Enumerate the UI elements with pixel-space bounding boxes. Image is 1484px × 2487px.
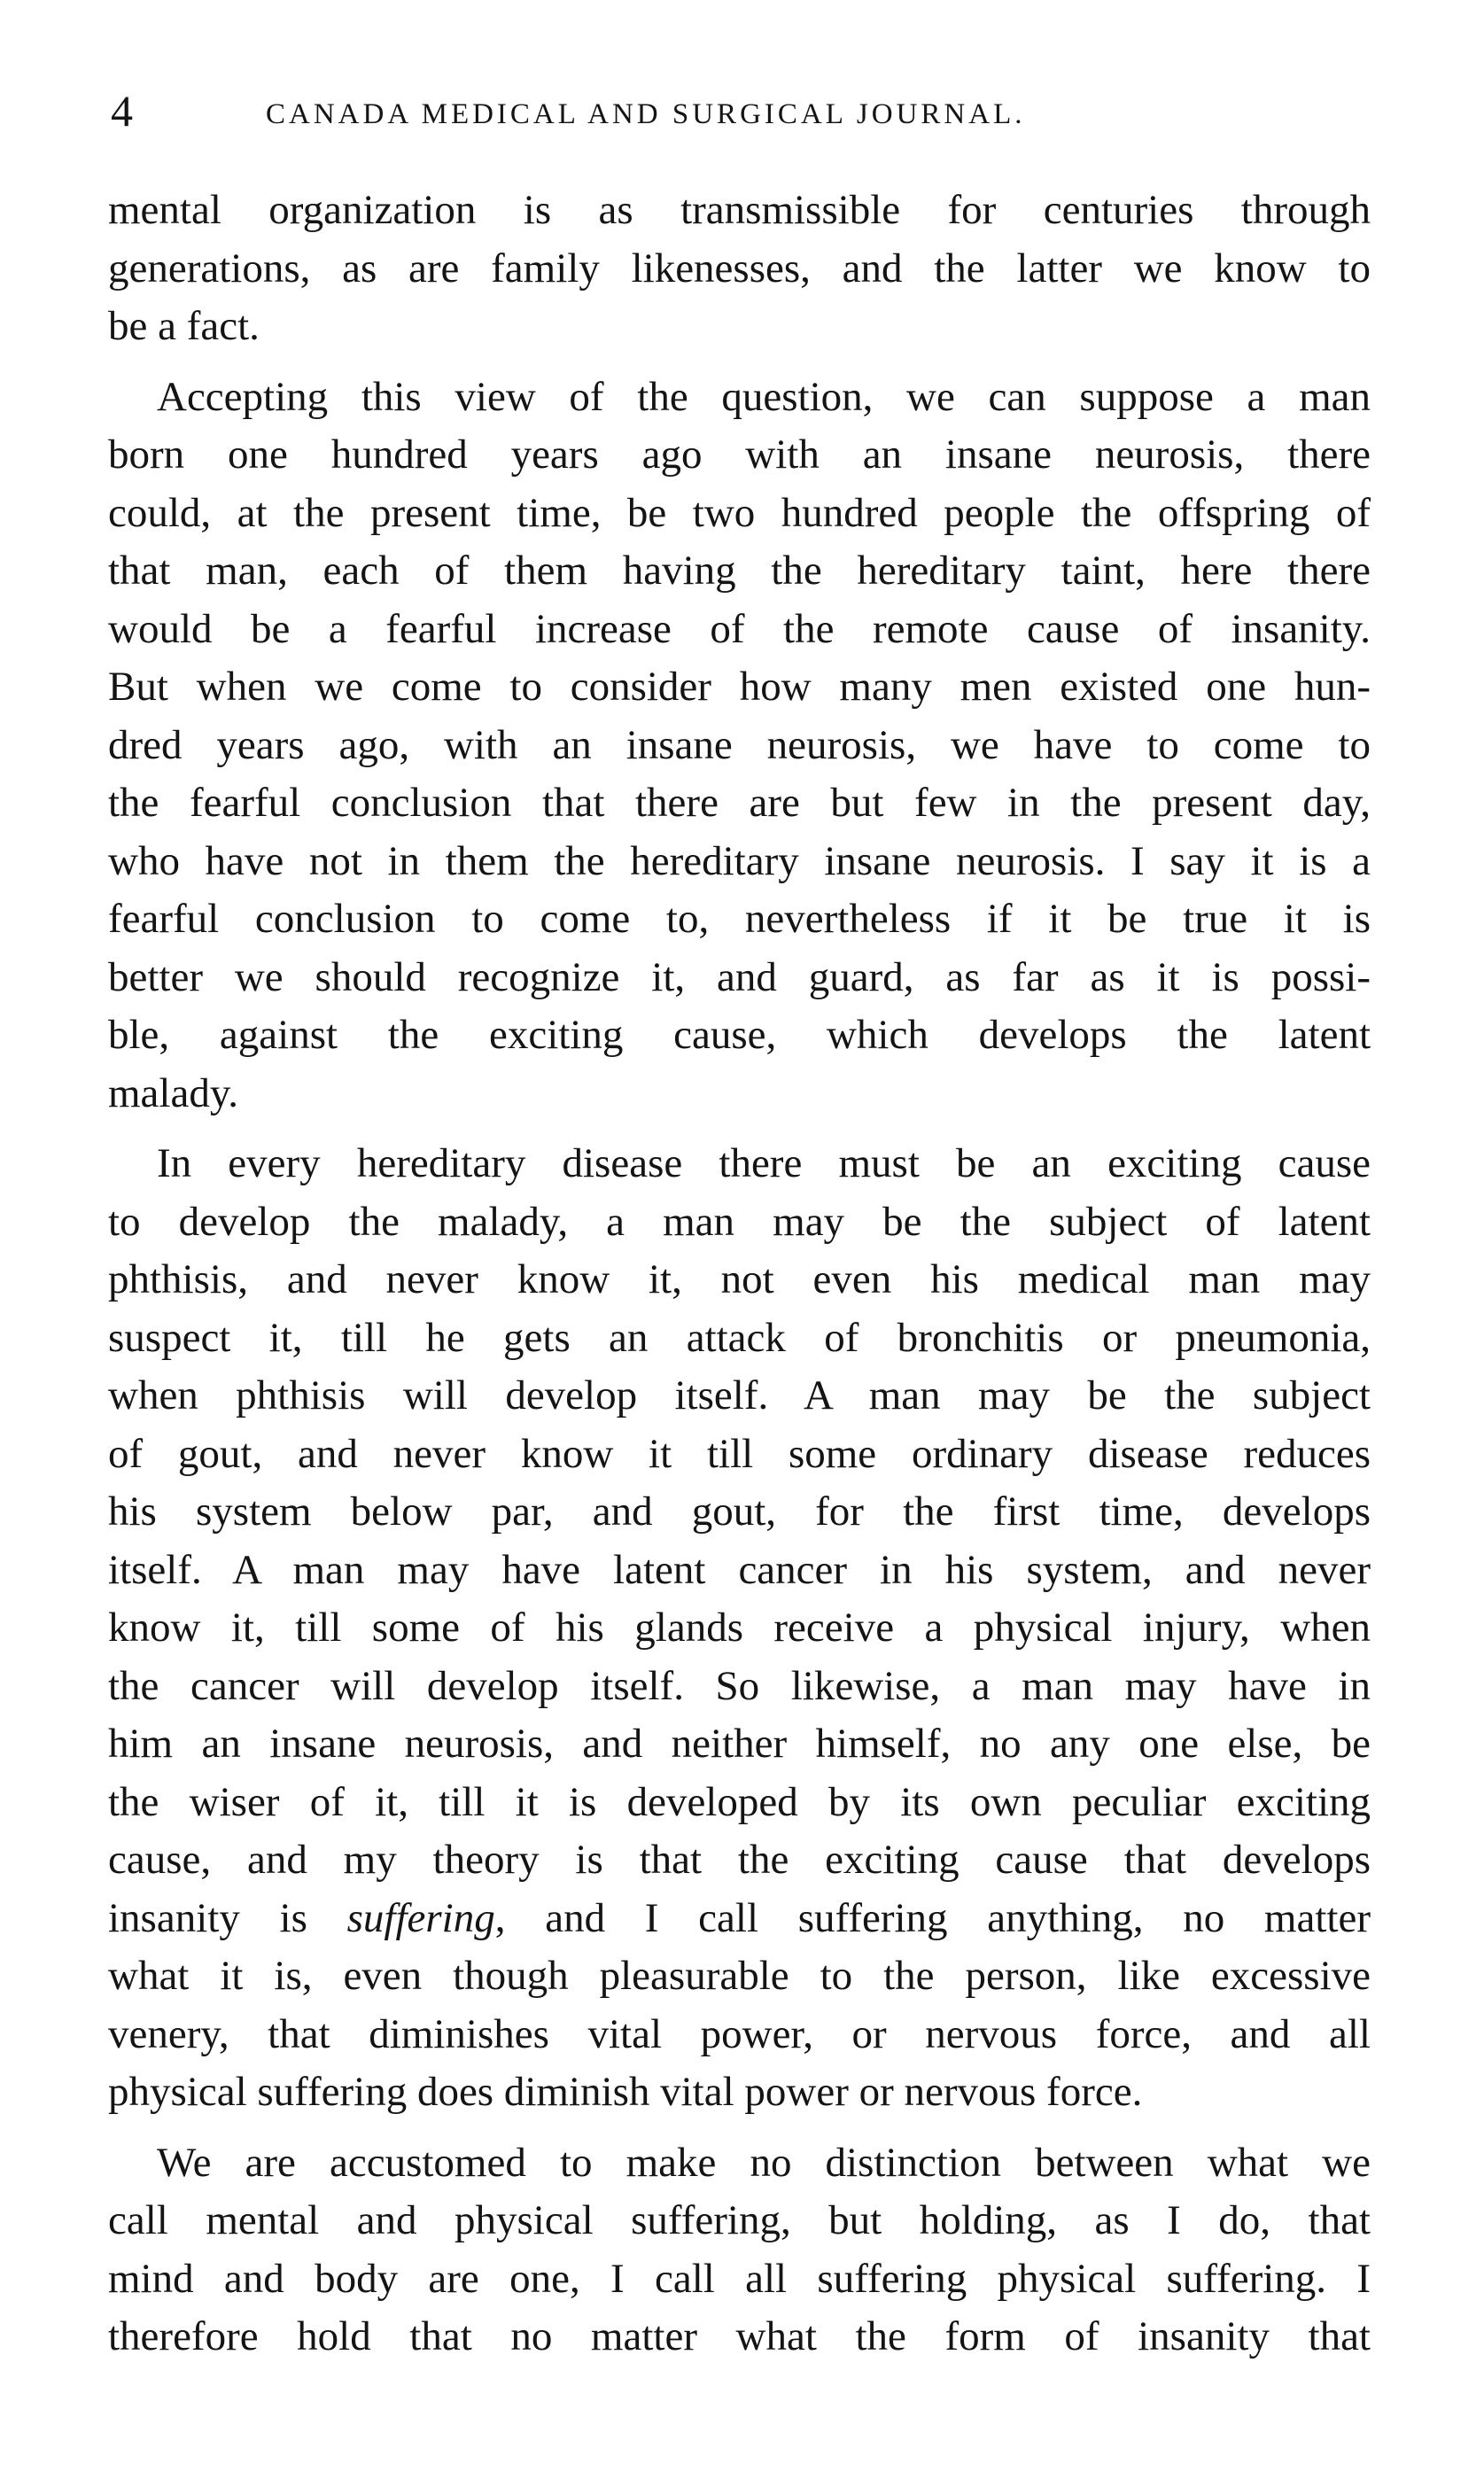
text-line: could, at the present time, be two hundred people the offspring of — [108, 489, 1371, 536]
text-line: itself. A man may have latent cancer in his system, and never — [108, 1546, 1371, 1593]
text-line: his system below par, and gout, for the first time, develops — [108, 1488, 1371, 1535]
text-line: venery, that diminishes vital power, or nervous force, and all — [108, 2010, 1371, 2057]
text-line: him an insane neurosis, and neither himself, no any one else, be — [108, 1721, 1371, 1767]
journal-title: CANADA MEDICAL AND SURGICAL JOURNAL. — [266, 98, 1026, 130]
text-line-with-italic: insanity is suffering, and I call suffering anything, no matter — [108, 1894, 1371, 1941]
text-line: generations, as are family likenesses, and the latter we know to — [108, 245, 1371, 291]
text-line: suspect it, till he gets an attack of bronchitis or pneumonia, — [108, 1314, 1371, 1361]
text-line: be a fact. — [108, 303, 260, 349]
text-line: that man, each of them having the hereditary taint, here there — [108, 548, 1371, 594]
text-line: mental organization is as transmissible for centuries through — [108, 187, 1371, 233]
article-body — [108, 182, 1371, 2367]
text-line: dred years ago, with an insane neurosis, we have to come to — [108, 721, 1371, 768]
text-line: what it is, even though pleasurable to the person, like excessive — [108, 1953, 1371, 1999]
text-line: would be a fearful increase of the remote cause of insanity. — [108, 605, 1371, 652]
text-line: therefore hold that no matter what the form of insanity that — [108, 2313, 1371, 2359]
paragraph-distinction — [108, 2134, 1371, 2367]
text-line: Accepting this view of the question, we can suppose a man — [157, 373, 1371, 420]
text-line: mind and body are one, I call all suffering physical suffering. I — [108, 2255, 1371, 2302]
text-line: of gout, and never know it till some ordinary disease reduces — [108, 1430, 1371, 1477]
text-line: phthisis, and never know it, not even his medical man may — [108, 1256, 1371, 1302]
paragraph-hereditary-disease — [108, 1135, 1371, 2122]
text-line: physical suffering does diminish vital power or nervous force. — [108, 2069, 1143, 2115]
text-line: But when we come to consider how many men existed one hun- — [108, 664, 1371, 710]
text-line: the wiser of it, till it is developed by its own peculiar exciting — [108, 1778, 1371, 1825]
running-head — [111, 80, 1369, 142]
text-line: the cancer will develop itself. So likewise, a man may have in — [108, 1662, 1371, 1709]
text-line: We are accustomed to make no distinction between what we — [157, 2139, 1371, 2186]
text-line: ble, against the exciting cause, which develops the latent — [108, 1012, 1371, 1058]
text-line: malady. — [108, 1069, 239, 1116]
paragraph-accepting — [108, 369, 1371, 1123]
text-line: to develop the malady, a man may be the subject of latent — [108, 1198, 1371, 1245]
text-line: the fearful conclusion that there are but few in the present day, — [108, 780, 1371, 826]
text-line: better we should recognize it, and guard, as far as it is possi- — [108, 953, 1371, 1000]
page-number: 4 — [111, 86, 133, 136]
text-line: fearful conclusion to come to, nevertheless if it be true it is — [108, 896, 1371, 942]
text-line: born one hundred years ago with an insane neurosis, there — [108, 431, 1371, 478]
text-line: when phthisis will develop itself. A man may be the subject — [108, 1372, 1371, 1418]
text-line: In every hereditary disease there must be an exciting cause — [157, 1140, 1371, 1186]
text-line: call mental and physical suffering, but holding, as I do, that — [108, 2197, 1371, 2243]
italic-emphasis: suffering — [346, 1894, 495, 1941]
text-line: who have not in them the hereditary insane neurosis. I say it is a — [108, 837, 1371, 884]
text-line: cause, and my theory is that the exciting cause that develops — [108, 1837, 1371, 1883]
paragraph-continuation — [108, 182, 1371, 356]
text-line: know it, till some of his glands receive a physical injury, when — [108, 1605, 1371, 1651]
